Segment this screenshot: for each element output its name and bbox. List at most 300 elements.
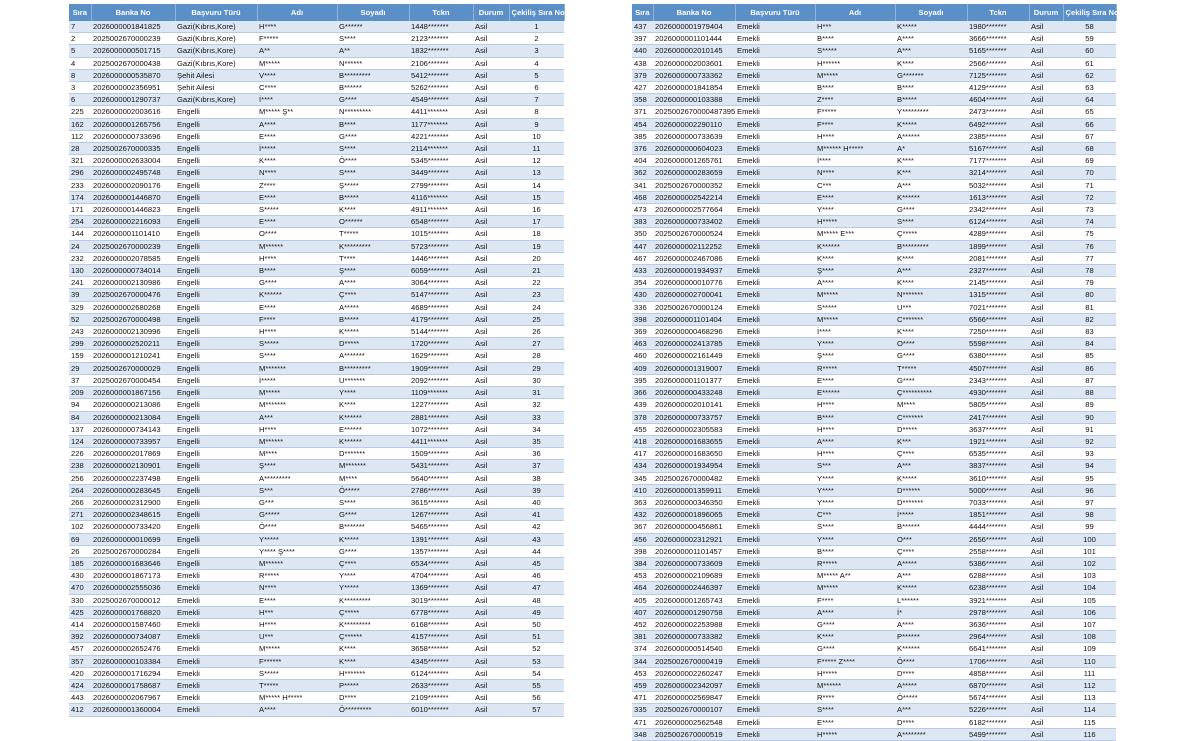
cell-banka-no: 2026000000733609: [653, 557, 735, 569]
cell-cekilis-sira-no: 21: [509, 265, 564, 277]
table-row: [632, 655, 1116, 667]
cell-basvuru-turu: Emekli: [735, 350, 815, 362]
cell-banka-no: 2026000002130986: [91, 277, 175, 289]
cell-adi: C***: [815, 179, 895, 191]
cell-soyadi: M*******: [337, 460, 409, 472]
cell-adi: F****: [815, 118, 895, 130]
cell-banka-no: 2026000000213086: [91, 399, 175, 411]
cell-durum: Asil: [473, 204, 509, 216]
cell-banka-no: 2025002670000012: [91, 594, 175, 606]
table-row: [69, 387, 564, 399]
cell-cekilis-sira-no: 26: [509, 326, 564, 338]
cell-sira: 3: [69, 82, 91, 94]
cell-basvuru-turu: Engelli: [175, 448, 257, 460]
cell-sira: 464: [632, 582, 653, 594]
cell-cekilis-sira-no: 111: [1063, 667, 1116, 679]
cell-sira: 5: [69, 45, 91, 57]
cell-adi: M***** H*****: [257, 692, 337, 704]
cell-adi: R****: [815, 692, 895, 704]
cell-adi: İ*****: [257, 374, 337, 386]
cell-tckn: 2799*******: [409, 179, 473, 191]
cell-basvuru-turu: Emekli: [735, 57, 815, 69]
cell-basvuru-turu: Emekli: [735, 557, 815, 569]
cell-sira: 414: [69, 618, 91, 630]
cell-sira: 385: [632, 130, 653, 142]
cell-durum: Asil: [1029, 130, 1063, 142]
cell-cekilis-sira-no: 39: [509, 484, 564, 496]
cell-soyadi: Ö*********: [337, 704, 409, 716]
cell-tckn: 3921*******: [967, 594, 1029, 606]
table-row: [632, 338, 1116, 350]
cell-banka-no: 2026000002290110: [653, 118, 735, 130]
cell-durum: Asil: [473, 423, 509, 435]
cell-tckn: 2566*******: [967, 57, 1029, 69]
cell-cekilis-sira-no: 91: [1063, 423, 1116, 435]
cell-basvuru-turu: Emekli: [735, 667, 815, 679]
cell-banka-no: 2025002670000239: [91, 240, 175, 252]
table-row: [632, 374, 1116, 386]
cell-basvuru-turu: Emekli: [735, 94, 815, 106]
cell-banka-no: 2026000002003616: [91, 106, 175, 118]
cell-banka-no: 2026000000733402: [653, 216, 735, 228]
cell-banka-no: 2026000001359911: [653, 484, 735, 496]
cell-basvuru-turu: Engelli: [175, 496, 257, 508]
cell-basvuru-turu: Emekli: [735, 704, 815, 716]
cell-banka-no: 2026000002010141: [653, 399, 735, 411]
cell-cekilis-sira-no: 53: [509, 655, 564, 667]
cell-sira: 430: [69, 570, 91, 582]
cell-tckn: 3214*******: [967, 167, 1029, 179]
cell-durum: Asil: [473, 228, 509, 240]
cell-sira: 39: [69, 289, 91, 301]
cell-sira: 102: [69, 521, 91, 533]
cell-durum: Asil: [473, 582, 509, 594]
cell-tckn: 6124*******: [967, 216, 1029, 228]
cell-cekilis-sira-no: 13: [509, 167, 564, 179]
cell-soyadi: Ç******: [337, 631, 409, 643]
cell-sira: 162: [69, 118, 91, 130]
table-row: [69, 301, 564, 313]
cell-adi: A****: [815, 606, 895, 618]
cell-sira: 433: [632, 265, 653, 277]
cell-banka-no: 2026000001896065: [653, 509, 735, 521]
cell-durum: Asil: [1029, 82, 1063, 94]
cell-basvuru-turu: Engelli: [175, 326, 257, 338]
cell-adi: İ****: [815, 326, 895, 338]
cell-banka-no: 2026000001587460: [91, 618, 175, 630]
cell-sira: 420: [69, 667, 91, 679]
cell-cekilis-sira-no: 22: [509, 277, 564, 289]
cell-sira: 52: [69, 313, 91, 325]
cell-basvuru-turu: Engelli: [175, 301, 257, 313]
cell-durum: Asil: [473, 606, 509, 618]
cell-soyadi: G****: [337, 130, 409, 142]
lottery-table-left: [69, 4, 565, 717]
table-row: [69, 435, 564, 447]
table-row: [632, 631, 1116, 643]
cell-soyadi: N*********: [337, 106, 409, 118]
cell-adi: Y**** Ş****: [257, 545, 337, 557]
table-row: [632, 204, 1116, 216]
cell-banka-no: 2026000002555036: [91, 582, 175, 594]
cell-banka-no: 2026000001101457: [653, 545, 735, 557]
cell-durum: Asil: [473, 545, 509, 557]
cell-basvuru-turu: Engelli: [175, 435, 257, 447]
cell-durum: Asil: [473, 679, 509, 691]
cell-basvuru-turu: Emekli: [175, 704, 257, 716]
cell-durum: Asil: [473, 643, 509, 655]
cell-soyadi: B****: [337, 118, 409, 130]
cell-basvuru-turu: Emekli: [735, 252, 815, 264]
cell-cekilis-sira-no: 64: [1063, 94, 1116, 106]
cell-basvuru-turu: Emekli: [735, 496, 815, 508]
table-row: [69, 277, 564, 289]
cell-basvuru-turu: Emekli: [735, 387, 815, 399]
cell-basvuru-turu: Engelli: [175, 460, 257, 472]
cell-sira: 174: [69, 191, 91, 203]
cell-cekilis-sira-no: 82: [1063, 313, 1116, 325]
cell-tckn: 4129*******: [967, 82, 1029, 94]
cell-tckn: 2123*******: [409, 33, 473, 45]
cell-durum: Asil: [1029, 570, 1063, 582]
cell-banka-no: 2026000002130901: [91, 460, 175, 472]
cell-durum: Asil: [473, 387, 509, 399]
cell-durum: Asil: [1029, 374, 1063, 386]
cell-basvuru-turu: Emekli: [735, 582, 815, 594]
cell-banka-no: 2026000000733957: [91, 435, 175, 447]
cell-banka-no: 2026000002237498: [91, 472, 175, 484]
cell-basvuru-turu: Engelli: [175, 130, 257, 142]
cell-sira: 384: [632, 557, 653, 569]
cell-tckn: 2633*******: [409, 679, 473, 691]
cell-banka-no: 2026000000103388: [653, 94, 735, 106]
header-row: [632, 4, 1116, 21]
cell-banka-no: 2026000001841825: [91, 21, 175, 33]
cell-durum: Asil: [473, 313, 509, 325]
table-row: [69, 643, 564, 655]
cell-durum: Asil: [1029, 277, 1063, 289]
cell-banka-no: 2026000002253988: [653, 618, 735, 630]
cell-cekilis-sira-no: 43: [509, 533, 564, 545]
cell-soyadi: A*****: [895, 557, 967, 569]
cell-cekilis-sira-no: 36: [509, 448, 564, 460]
table-row: [632, 533, 1116, 545]
cell-soyadi: K*****: [895, 118, 967, 130]
cell-soyadi: G****: [337, 94, 409, 106]
cell-soyadi: D****: [895, 667, 967, 679]
cell-adi: A*********: [257, 472, 337, 484]
table-row: [69, 484, 564, 496]
cell-soyadi: D****: [337, 692, 409, 704]
table-row: [632, 69, 1116, 81]
cell-adi: K****: [257, 155, 337, 167]
cell-durum: Asil: [473, 289, 509, 301]
table-row: [69, 374, 564, 386]
cell-durum: Asil: [1029, 496, 1063, 508]
cell-cekilis-sira-no: 46: [509, 570, 564, 582]
cell-tckn: 2786*******: [409, 484, 473, 496]
cell-cekilis-sira-no: 93: [1063, 448, 1116, 460]
cell-sira: 425: [69, 606, 91, 618]
table-row: [69, 155, 564, 167]
cell-cekilis-sira-no: 37: [509, 460, 564, 472]
cell-adi: M*****: [815, 289, 895, 301]
cell-tckn: 2092*******: [409, 374, 473, 386]
cell-soyadi: K*********: [337, 594, 409, 606]
cell-tckn: 1227*******: [409, 399, 473, 411]
cell-adi: M*****: [257, 643, 337, 655]
table-row: [632, 582, 1116, 594]
cell-banka-no: 2025002670000487395: [655, 107, 735, 117]
cell-durum: Asil: [1029, 191, 1063, 203]
cell-tckn: 4411*******: [409, 435, 473, 447]
cell-cekilis-sira-no: 34: [509, 423, 564, 435]
cell-durum: Asil: [473, 252, 509, 264]
cell-banka-no: 2026000002542214: [653, 191, 735, 203]
cell-soyadi: G*******: [895, 69, 967, 81]
column-header-banka-no: Banka No: [91, 4, 175, 21]
cell-sira: 4: [69, 57, 91, 69]
table-row: [69, 557, 564, 569]
cell-basvuru-turu: Emekli: [175, 667, 257, 679]
cell-sira: 241: [69, 277, 91, 289]
table-row: [632, 57, 1116, 69]
cell-durum: Asil: [1029, 289, 1063, 301]
cell-basvuru-turu: Emekli: [735, 167, 815, 179]
cell-durum: Asil: [1029, 21, 1063, 33]
cell-cekilis-sira-no: 80: [1063, 289, 1116, 301]
cell-sira: 427: [632, 82, 653, 94]
cell-soyadi: K******: [895, 643, 967, 655]
cell-tckn: 6492*******: [967, 118, 1029, 130]
cell-sira: 336: [632, 301, 653, 313]
cell-durum: Asil: [473, 106, 509, 118]
cell-basvuru-turu: Emekli: [735, 265, 815, 277]
cell-basvuru-turu: Emekli: [735, 460, 815, 472]
cell-soyadi: A*****: [895, 679, 967, 691]
cell-soyadi: B*****: [337, 191, 409, 203]
cell-basvuru-turu: Engelli: [175, 521, 257, 533]
cell-banka-no: 2026000001101410: [91, 228, 175, 240]
table-body: [632, 21, 1116, 740]
cell-basvuru-turu: Engelli: [175, 143, 257, 155]
cell-soyadi: Ö*****: [895, 692, 967, 704]
cell-sira: 243: [69, 326, 91, 338]
cell-basvuru-turu: Emekli: [735, 277, 815, 289]
cell-soyadi: A********: [895, 728, 967, 740]
cell-cekilis-sira-no: 8: [509, 106, 564, 118]
cell-tckn: 4116*******: [409, 191, 473, 203]
cell-basvuru-turu: Emekli: [175, 692, 257, 704]
cell-tckn: 5226*******: [967, 704, 1029, 716]
cell-basvuru-turu: Engelli: [175, 191, 257, 203]
cell-basvuru-turu: Emekli: [735, 326, 815, 338]
cell-sira: 358: [632, 94, 653, 106]
cell-soyadi: K******: [337, 411, 409, 423]
column-header-tckn: Tckn: [409, 4, 473, 21]
column-header-basvuru-turu: Başvuru Türü: [175, 4, 257, 21]
cell-basvuru-turu: Şehit Ailesi: [175, 69, 257, 81]
cell-adi: Y****: [815, 484, 895, 496]
cell-sira: 452: [632, 618, 653, 630]
cell-adi: H***: [815, 21, 895, 33]
cell-banka-no: 2026000002577664: [653, 204, 735, 216]
cell-banka-no: 2025002670000419: [653, 655, 735, 667]
cell-soyadi: A**: [337, 45, 409, 57]
cell-tckn: 7021*******: [967, 301, 1029, 313]
cell-soyadi: T*****: [337, 228, 409, 240]
cell-soyadi: K***: [895, 167, 967, 179]
cell-adi: H*****: [815, 216, 895, 228]
cell-adi: K******: [257, 289, 337, 301]
cell-basvuru-turu: Emekli: [175, 606, 257, 618]
cell-tckn: 1357*******: [409, 545, 473, 557]
cell-sira: 376: [632, 143, 653, 155]
table-row: [632, 472, 1116, 484]
cell-banka-no: 2026000000514540: [653, 643, 735, 655]
cell-sira: 463: [632, 338, 653, 350]
cell-adi: N****: [815, 167, 895, 179]
table-row: [69, 570, 564, 582]
cell-cekilis-sira-no: 77: [1063, 252, 1116, 264]
cell-banka-no: 2026000002495748: [91, 167, 175, 179]
table-row: [69, 21, 564, 33]
cell-adi: F****: [257, 313, 337, 325]
cell-sira: 254: [69, 216, 91, 228]
cell-cekilis-sira-no: 2: [509, 33, 564, 45]
cell-adi: M*****: [815, 313, 895, 325]
table-row: [632, 301, 1116, 313]
cell-adi: M****: [257, 448, 337, 460]
cell-basvuru-turu: Emekli: [735, 631, 815, 643]
cell-banka-no: 2026000002312921: [653, 533, 735, 545]
cell-tckn: 2473*******: [967, 106, 1029, 118]
cell-cekilis-sira-no: 48: [509, 594, 564, 606]
cell-durum: Asil: [473, 374, 509, 386]
table-row: [632, 33, 1116, 45]
cell-cekilis-sira-no: 60: [1063, 45, 1116, 57]
cell-cekilis-sira-no: 16: [509, 204, 564, 216]
cell-durum: Asil: [473, 570, 509, 582]
cell-tckn: 2656*******: [967, 533, 1029, 545]
cell-banka-no: 2026000000010699: [91, 533, 175, 545]
cell-soyadi: K*****: [895, 582, 967, 594]
cell-sira: 238: [69, 460, 91, 472]
cell-basvuru-turu: Engelli: [175, 204, 257, 216]
cell-soyadi: K****: [337, 204, 409, 216]
cell-tckn: 6548*******: [409, 216, 473, 228]
table-row: [69, 460, 564, 472]
column-header-tckn: Tckn: [967, 4, 1029, 21]
cell-banka-no: 2026000002342097: [653, 679, 735, 691]
cell-sira: 398: [632, 313, 653, 325]
cell-soyadi: A***: [895, 179, 967, 191]
cell-soyadi: P*****: [337, 679, 409, 691]
cell-cekilis-sira-no: 108: [1063, 631, 1116, 643]
cell-banka-no: 2026000002680268: [91, 301, 175, 313]
cell-banka-no: 2026000001265761: [653, 155, 735, 167]
table-row: [69, 45, 564, 57]
cell-basvuru-turu: Emekli: [735, 374, 815, 386]
cell-basvuru-turu: Gazi(Kıbrıs,Kore): [175, 45, 257, 57]
table-row: [632, 82, 1116, 94]
cell-tckn: 6059*******: [409, 265, 473, 277]
cell-cekilis-sira-no: 69: [1063, 155, 1116, 167]
cell-tckn: 5165*******: [967, 45, 1029, 57]
table-row: [632, 570, 1116, 582]
cell-durum: Asil: [473, 533, 509, 545]
cell-durum: Asil: [1029, 240, 1063, 252]
cell-soyadi: O***: [895, 533, 967, 545]
cell-tckn: 1909*******: [409, 362, 473, 374]
cell-soyadi: G******: [337, 21, 409, 33]
table-row: [632, 411, 1116, 423]
cell-durum: Asil: [1029, 313, 1063, 325]
cell-cekilis-sira-no: 61: [1063, 57, 1116, 69]
cell-cekilis-sira-no: 107: [1063, 618, 1116, 630]
cell-cekilis-sira-no: 33: [509, 411, 564, 423]
cell-banka-no: 2026000001867173: [91, 570, 175, 582]
cell-adi: R*****: [815, 362, 895, 374]
cell-soyadi: A******: [895, 130, 967, 142]
cell-soyadi: K*****: [895, 472, 967, 484]
table-row: [632, 179, 1116, 191]
cell-cekilis-sira-no: 23: [509, 289, 564, 301]
cell-soyadi: G****: [337, 545, 409, 557]
cell-banka-no: 2026000002260247: [653, 667, 735, 679]
cell-basvuru-turu: Emekli: [735, 204, 815, 216]
cell-basvuru-turu: Engelli: [175, 106, 257, 118]
cell-durum: Asil: [1029, 521, 1063, 533]
cell-adi: Y****: [815, 496, 895, 508]
cell-adi: H***: [257, 606, 337, 618]
cell-sira: 383: [632, 216, 653, 228]
cell-durum: Asil: [473, 521, 509, 533]
cell-adi: T*****: [257, 679, 337, 691]
cell-adi: E****: [815, 716, 895, 728]
cell-cekilis-sira-no: 47: [509, 582, 564, 594]
cell-soyadi: M****: [895, 399, 967, 411]
cell-sira: 392: [69, 631, 91, 643]
cell-banka-no: 2026000001716294: [91, 667, 175, 679]
cell-tckn: 4289*******: [967, 228, 1029, 240]
table-row: [69, 362, 564, 374]
cell-adi: İ****: [257, 94, 337, 106]
cell-adi: E****: [257, 191, 337, 203]
cell-banka-no: 2026000002003601: [653, 57, 735, 69]
table-row: [69, 606, 564, 618]
cell-cekilis-sira-no: 114: [1063, 704, 1116, 716]
table-row: [632, 106, 1116, 118]
cell-tckn: 2109*******: [409, 692, 473, 704]
table-row: [69, 692, 564, 704]
cell-tckn: 1391*******: [409, 533, 473, 545]
cell-tckn: 6566*******: [967, 313, 1029, 325]
cell-cekilis-sira-no: 31: [509, 387, 564, 399]
cell-tckn: 3064*******: [409, 277, 473, 289]
cell-tckn: 5144*******: [409, 326, 473, 338]
cell-cekilis-sira-no: 24: [509, 301, 564, 313]
cell-cekilis-sira-no: 89: [1063, 399, 1116, 411]
table-row: [69, 655, 564, 667]
cell-tckn: 5598*******: [967, 338, 1029, 350]
cell-soyadi: O****: [895, 338, 967, 350]
cell-soyadi: B******: [337, 82, 409, 94]
cell-cekilis-sira-no: 99: [1063, 521, 1116, 533]
cell-cekilis-sira-no: 3: [509, 45, 564, 57]
cell-adi: M******: [257, 240, 337, 252]
cell-banka-no: 2026000002109689: [653, 570, 735, 582]
